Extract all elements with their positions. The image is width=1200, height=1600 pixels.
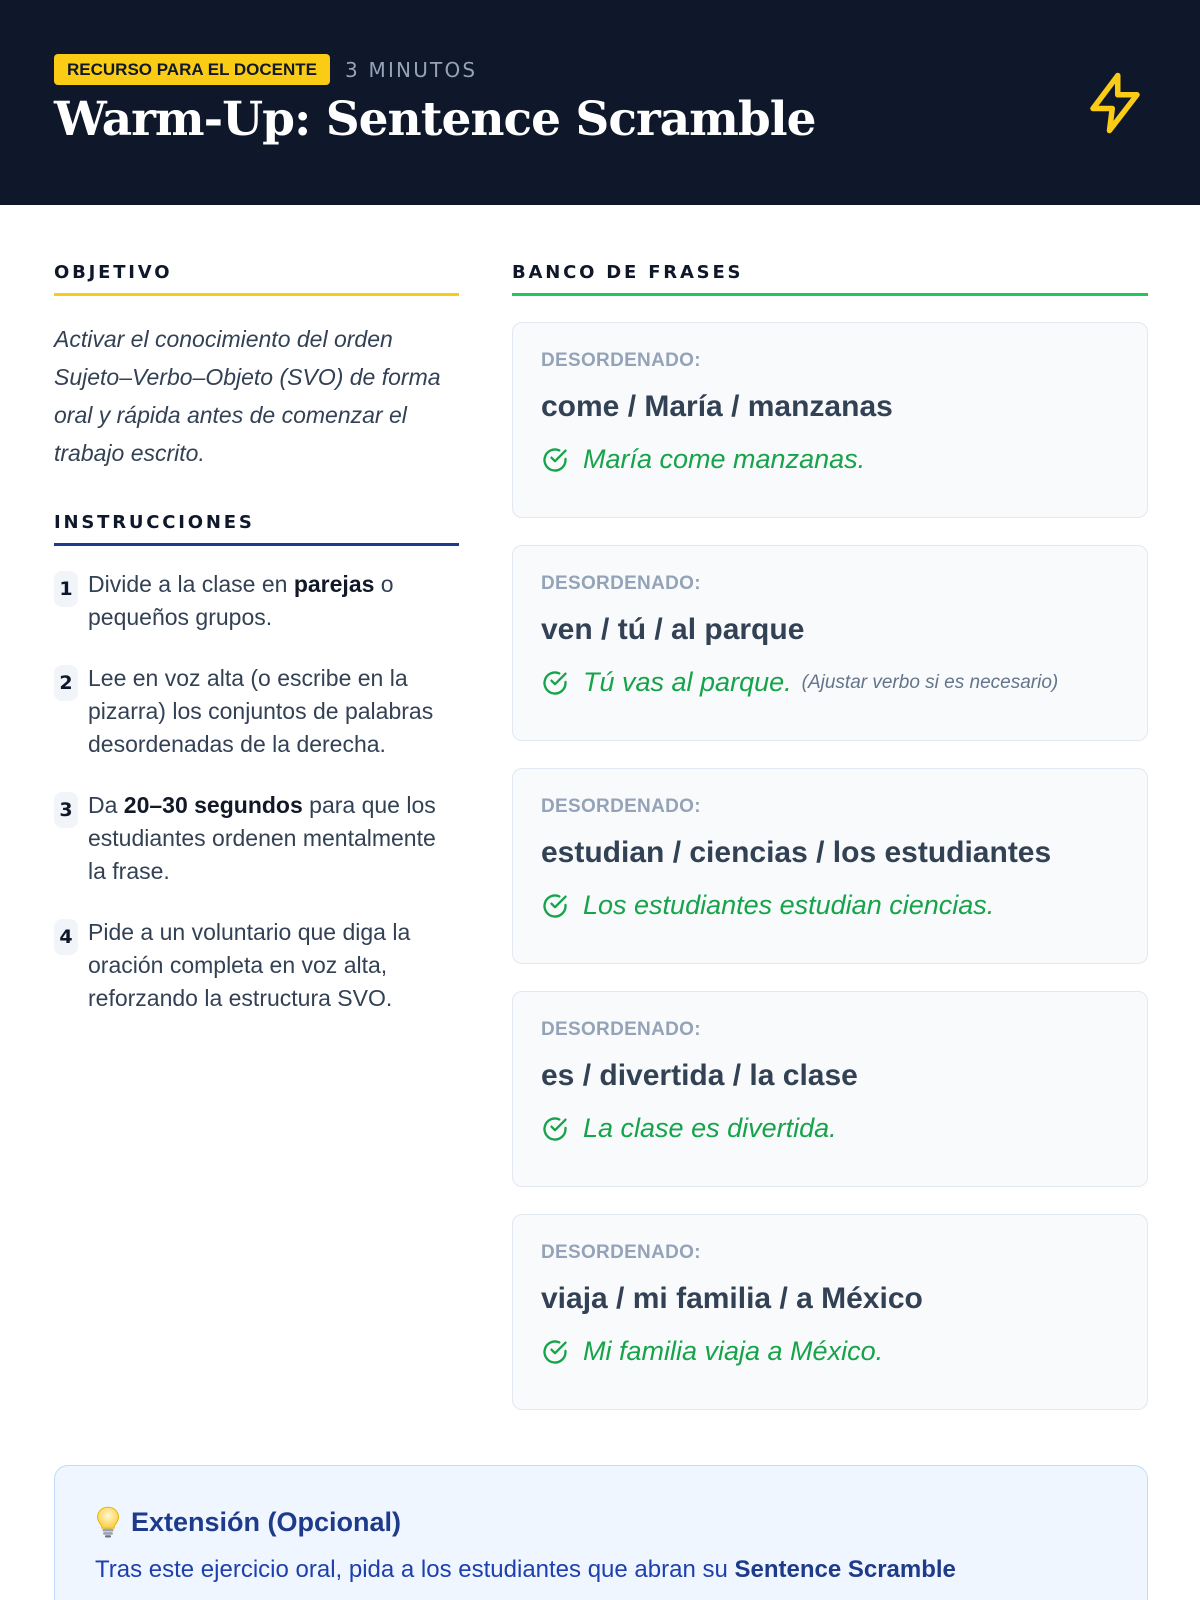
instruction-step	[54, 568, 459, 634]
step-text: Divide a la clase en parejas o pequeños grupos.	[88, 571, 394, 630]
header-tag-row	[54, 54, 477, 85]
answer-text: Mi familia viaja a México.	[583, 1336, 884, 1366]
check-circle-icon	[541, 1338, 569, 1366]
bank-heading: BANCO DE FRASES	[512, 262, 1148, 296]
answer-row	[541, 890, 1119, 921]
step-number: 1	[54, 571, 78, 607]
check-circle-icon	[541, 669, 569, 697]
phrase-card	[512, 545, 1148, 741]
step-text: Da 20–30 segundos para que los estudiantes ordenen mentalmente la frase.	[88, 792, 436, 884]
scrambled-label: DESORDENADO:	[541, 573, 701, 594]
scrambled-words: ven / tú / al parque	[541, 613, 805, 646]
instruction-step	[54, 916, 459, 1015]
phrase-card	[512, 1214, 1148, 1410]
step-number: 3	[54, 792, 78, 828]
answer-text: La clase es divertida.	[583, 1113, 837, 1143]
lightbulb-icon	[95, 1506, 121, 1538]
right-column	[512, 262, 1148, 1366]
step-text: Pide a un voluntario que diga la oración completa en voz alta, reforzando la estructura SVO.	[88, 919, 411, 1011]
header	[0, 0, 1200, 205]
phrase-card	[512, 322, 1148, 518]
answer-row	[541, 1113, 1119, 1144]
scrambled-label: DESORDENADO:	[541, 350, 701, 371]
resource-badge: RECURSO PARA EL DOCENTE	[54, 54, 330, 85]
extension-title: Extensión (Opcional)	[131, 1506, 402, 1537]
scrambled-words: come / María / manzanas	[541, 390, 893, 423]
objective-heading: OBJETIVO	[54, 262, 459, 296]
instruction-step	[54, 662, 459, 761]
answer-text: María come manzanas.	[583, 444, 866, 474]
extension-text: Tras este ejercicio oral, pida a los estudiantes que abran su Sentence Scramble	[95, 1556, 956, 1583]
extension-box	[54, 1465, 1148, 1600]
scrambled-label: DESORDENADO:	[541, 796, 701, 817]
check-circle-icon	[541, 892, 569, 920]
lightning-bolt-icon	[1082, 70, 1148, 136]
phrase-card	[512, 768, 1148, 964]
instruction-step	[54, 789, 459, 888]
scrambled-words: viaja / mi familia / a México	[541, 1282, 923, 1315]
extension-header	[95, 1506, 1107, 1538]
step-text: Lee en voz alta (o escribe en la pizarra) los conjuntos de palabras desordenadas de la derecha.	[88, 665, 434, 757]
check-circle-icon	[541, 1115, 569, 1143]
check-circle-icon	[541, 446, 569, 474]
answer-row	[541, 444, 1119, 475]
answer-text: Los estudiantes estudian ciencias.	[583, 890, 995, 920]
answer-row	[541, 667, 1119, 698]
page-title: Warm-Up: Sentence Scramble	[54, 92, 816, 147]
answer-note: (Ajustar verbo si es necesario)	[801, 671, 1059, 693]
instructions-list	[54, 568, 459, 1015]
step-number: 2	[54, 665, 78, 701]
duration-label: 3 MINUTOS	[345, 57, 478, 82]
step-number: 4	[54, 919, 78, 955]
instructions-heading: INSTRUCCIONES	[54, 512, 459, 546]
answer-row	[541, 1336, 1119, 1367]
phrase-card	[512, 991, 1148, 1187]
scrambled-words: es / divertida / la clase	[541, 1059, 858, 1092]
scrambled-label: DESORDENADO:	[541, 1019, 701, 1040]
left-column	[54, 262, 459, 1043]
scrambled-words: estudian / ciencias / los estudiantes	[541, 836, 1052, 869]
scrambled-label: DESORDENADO:	[541, 1242, 701, 1263]
answer-text: Tú vas al parque.	[583, 667, 792, 697]
objective-text: Activar el conocimiento del orden Sujeto–Verbo–Objeto (SVO) de forma oral y rápida antes de comenzar el trabajo escrito.	[54, 326, 441, 466]
